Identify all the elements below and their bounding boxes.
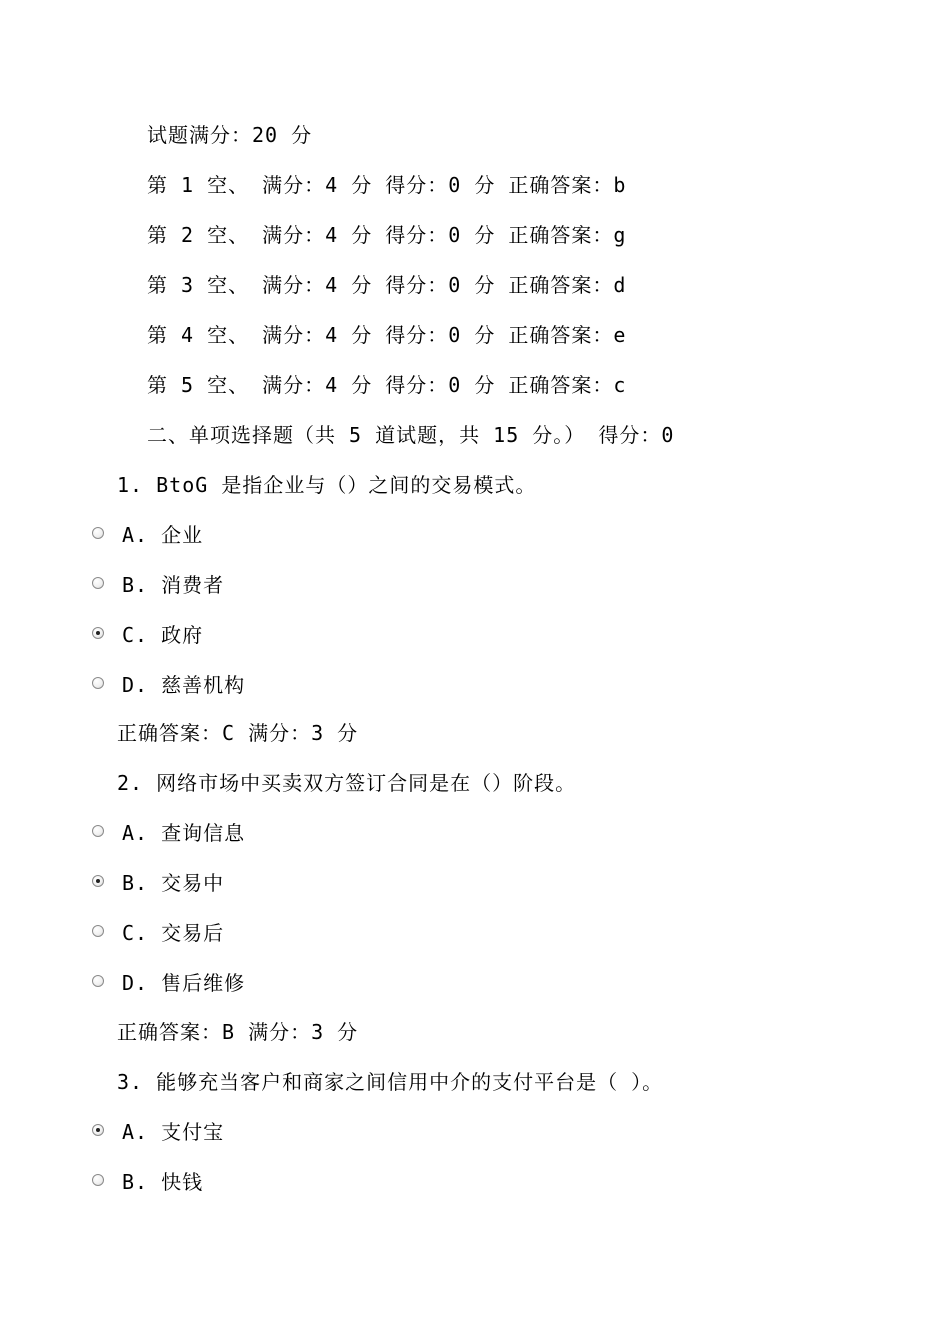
blank-result-5: 第 5 空、 满分：4 分 得分：0 分 正确答案：c bbox=[147, 373, 627, 397]
question-1-option-a-radio[interactable] bbox=[92, 527, 104, 539]
blank-result-4: 第 4 空、 满分：4 分 得分：0 分 正确答案：e bbox=[147, 323, 627, 347]
section-title: 二、单项选择题（共 5 道试题，共 15 分。） 得分：0 bbox=[147, 423, 675, 447]
question-3-option-a-label: A. 支付宝 bbox=[122, 1120, 225, 1144]
question-2-option-c-radio[interactable] bbox=[92, 925, 104, 937]
blank-result-3: 第 3 空、 满分：4 分 得分：0 分 正确答案：d bbox=[147, 273, 627, 297]
question-1-option-c-label: C. 政府 bbox=[122, 623, 204, 647]
question-1-stem: 1. BtoG 是指企业与（）之间的交易模式。 bbox=[117, 473, 537, 497]
question-2-option-a-label: A. 查询信息 bbox=[122, 821, 246, 845]
question-1-option-a-label: A. 企业 bbox=[122, 523, 204, 547]
question-3-option-b-radio[interactable] bbox=[92, 1174, 104, 1186]
blank-result-1: 第 1 空、 满分：4 分 得分：0 分 正确答案：b bbox=[147, 173, 627, 197]
question-2-option-d-radio[interactable] bbox=[92, 975, 104, 987]
question-1-option-c-radio[interactable] bbox=[92, 627, 104, 639]
question-2-option-b-label: B. 交易中 bbox=[122, 871, 225, 895]
question-2-answer: 正确答案：B 满分：3 分 bbox=[117, 1020, 359, 1044]
question-2-stem: 2. 网络市场中买卖双方签订合同是在（）阶段。 bbox=[117, 771, 577, 795]
question-3-option-b-label: B. 快钱 bbox=[122, 1170, 204, 1194]
blank-result-2: 第 2 空、 满分：4 分 得分：0 分 正确答案：g bbox=[147, 223, 627, 247]
question-2-option-b-radio[interactable] bbox=[92, 875, 104, 887]
question-1-answer: 正确答案：C 满分：3 分 bbox=[117, 721, 359, 745]
full-score-text: 试题满分：20 分 bbox=[147, 123, 313, 147]
question-3-option-a-radio[interactable] bbox=[92, 1124, 104, 1136]
question-1-option-d-label: D. 慈善机构 bbox=[122, 673, 246, 697]
question-2-option-d-label: D. 售后维修 bbox=[122, 971, 246, 995]
question-1-option-b-radio[interactable] bbox=[92, 577, 104, 589]
question-2-option-a-radio[interactable] bbox=[92, 825, 104, 837]
question-2-option-c-label: C. 交易后 bbox=[122, 921, 225, 945]
question-1-option-b-label: B. 消费者 bbox=[122, 573, 225, 597]
question-3-stem: 3. 能够充当客户和商家之间信用中介的支付平台是（ ）。 bbox=[117, 1070, 664, 1094]
question-1-option-d-radio[interactable] bbox=[92, 677, 104, 689]
